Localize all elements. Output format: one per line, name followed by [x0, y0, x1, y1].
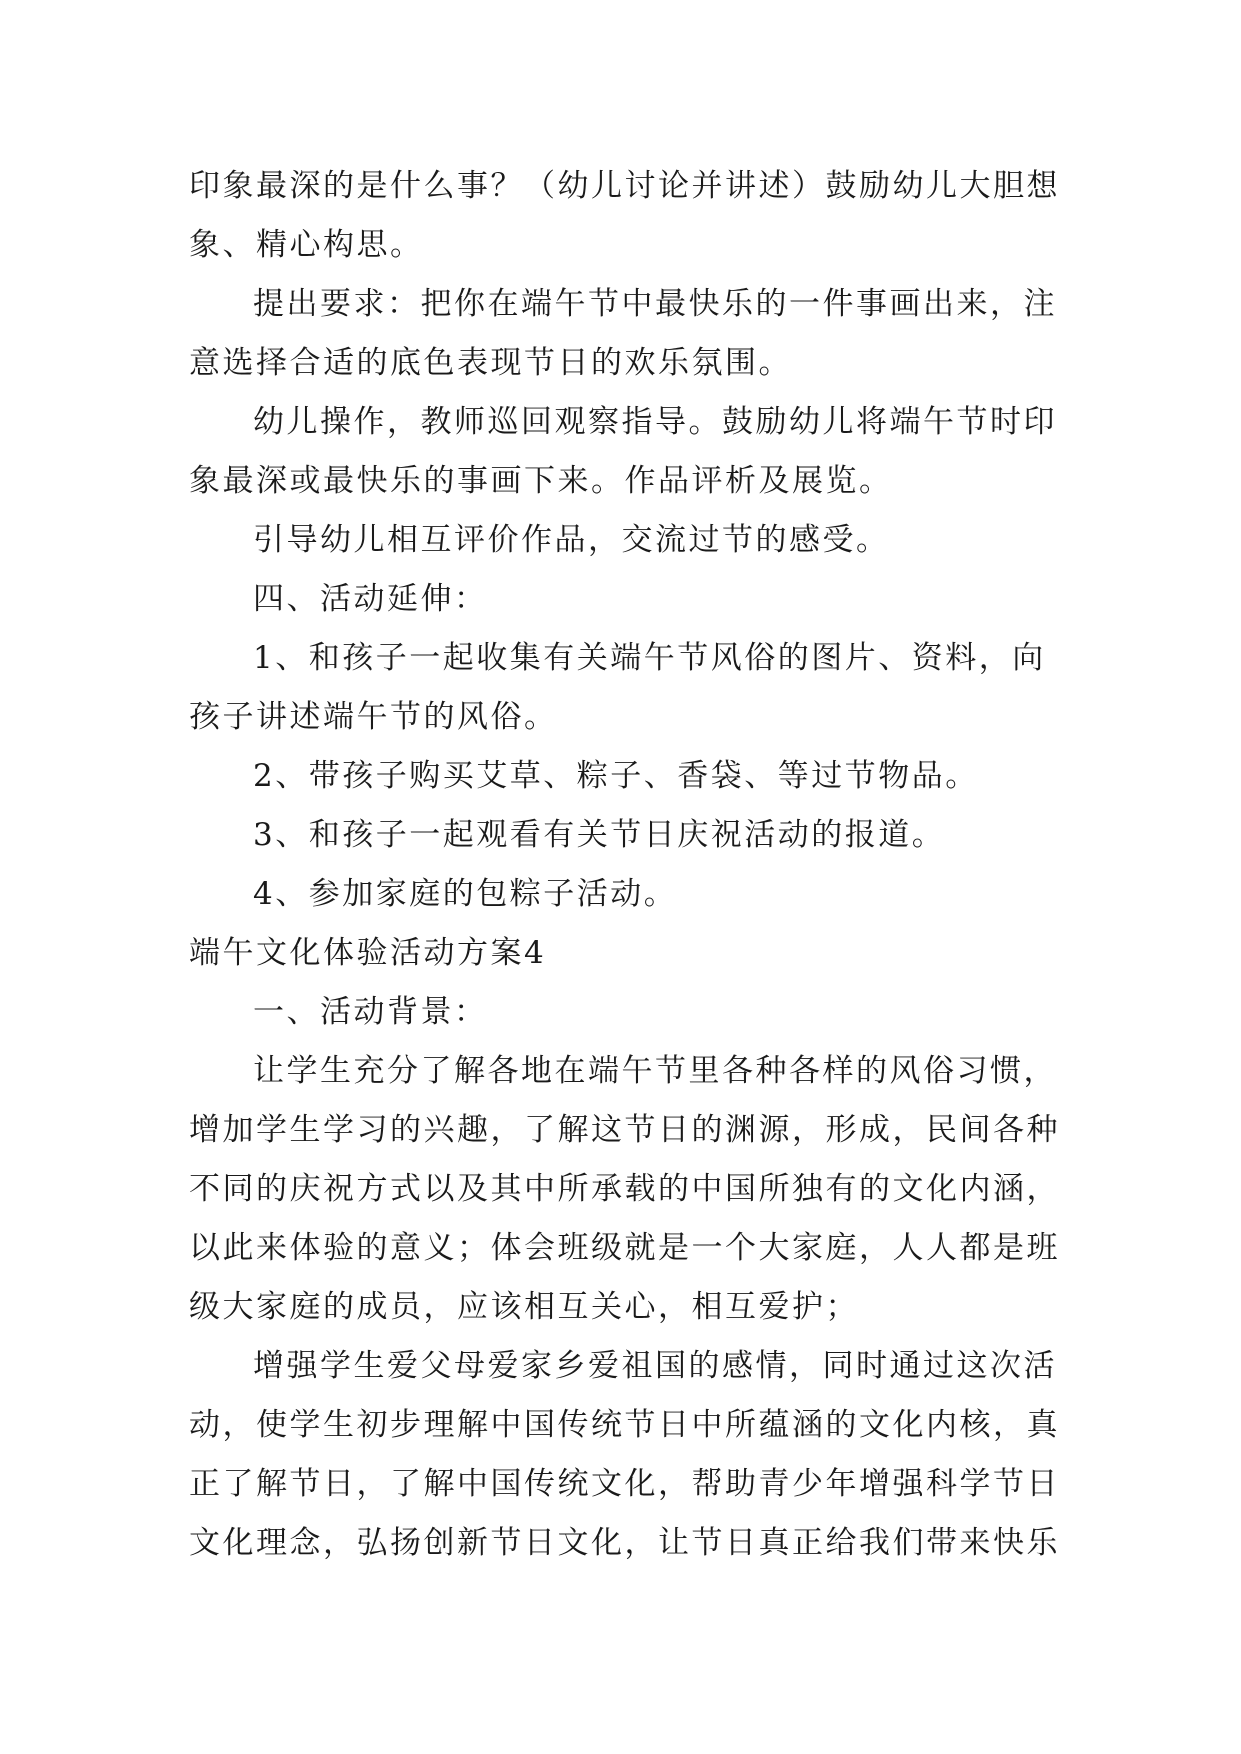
- paragraph-line: 正了解节日，了解中国传统文化，帮助青少年增强科学节日: [189, 1466, 1060, 1502]
- list-item: 2、带孩子购买艾草、粽子、香袋、等过节物品。: [253, 758, 979, 794]
- list-item: 4、参加家庭的包粽子活动。: [253, 876, 678, 912]
- paragraph-line: 印象最深的是什么事？（幼儿讨论并讲述）鼓励幼儿大胆想: [189, 168, 1060, 204]
- paragraph-line: 不同的庆祝方式以及其中所承载的中国所独有的文化内涵，: [189, 1171, 1060, 1207]
- document-title: 端午文化体验活动方案4: [189, 935, 547, 971]
- list-item: 1、和孩子一起收集有关端午节风俗的图片、资料，向: [253, 640, 1046, 676]
- paragraph-line: 意选择合适的底色表现节日的欢乐氛围。: [189, 345, 792, 381]
- paragraph-line: 提出要求：把你在端午节中最快乐的一件事画出来，注: [253, 286, 1057, 322]
- document-body: [189, 157, 1059, 1573]
- paragraph-line: 象、精心构思。: [189, 227, 424, 263]
- paragraph-line: 幼儿操作，教师巡回观察指导。鼓励幼儿将端午节时印: [253, 404, 1057, 440]
- paragraph-line: 象最深或最快乐的事画下来。作品评析及展览。: [189, 463, 893, 499]
- paragraph-line: 文化理念，弘扬创新节日文化，让节日真正给我们带来快乐: [189, 1525, 1060, 1561]
- paragraph-line: 以此来体验的意义；体会班级就是一个大家庭，人人都是班: [189, 1230, 1060, 1266]
- paragraph-line: 增加学生学习的兴趣，了解这节日的渊源，形成，民间各种: [189, 1112, 1060, 1148]
- paragraph-line: 增强学生爱父母爱家乡爱祖国的感情，同时通过这次活: [253, 1348, 1057, 1384]
- list-item: 3、和孩子一起观看有关节日庆祝活动的报道。: [253, 817, 946, 853]
- paragraph-line: 动，使学生初步理解中国传统节日中所蕴涵的文化内核，真: [189, 1407, 1060, 1443]
- section-heading: 一、活动背景：: [253, 994, 488, 1030]
- paragraph-line: 让学生充分了解各地在端午节里各种各样的风俗习惯，: [253, 1053, 1057, 1089]
- paragraph-line: 级大家庭的成员，应该相互关心，相互爱护；: [189, 1289, 859, 1325]
- paragraph-line: 引导幼儿相互评价作品，交流过节的感受。: [253, 522, 890, 558]
- section-heading: 四、活动延伸：: [253, 581, 488, 617]
- list-item-continuation: 孩子讲述端午节的风俗。: [189, 699, 558, 735]
